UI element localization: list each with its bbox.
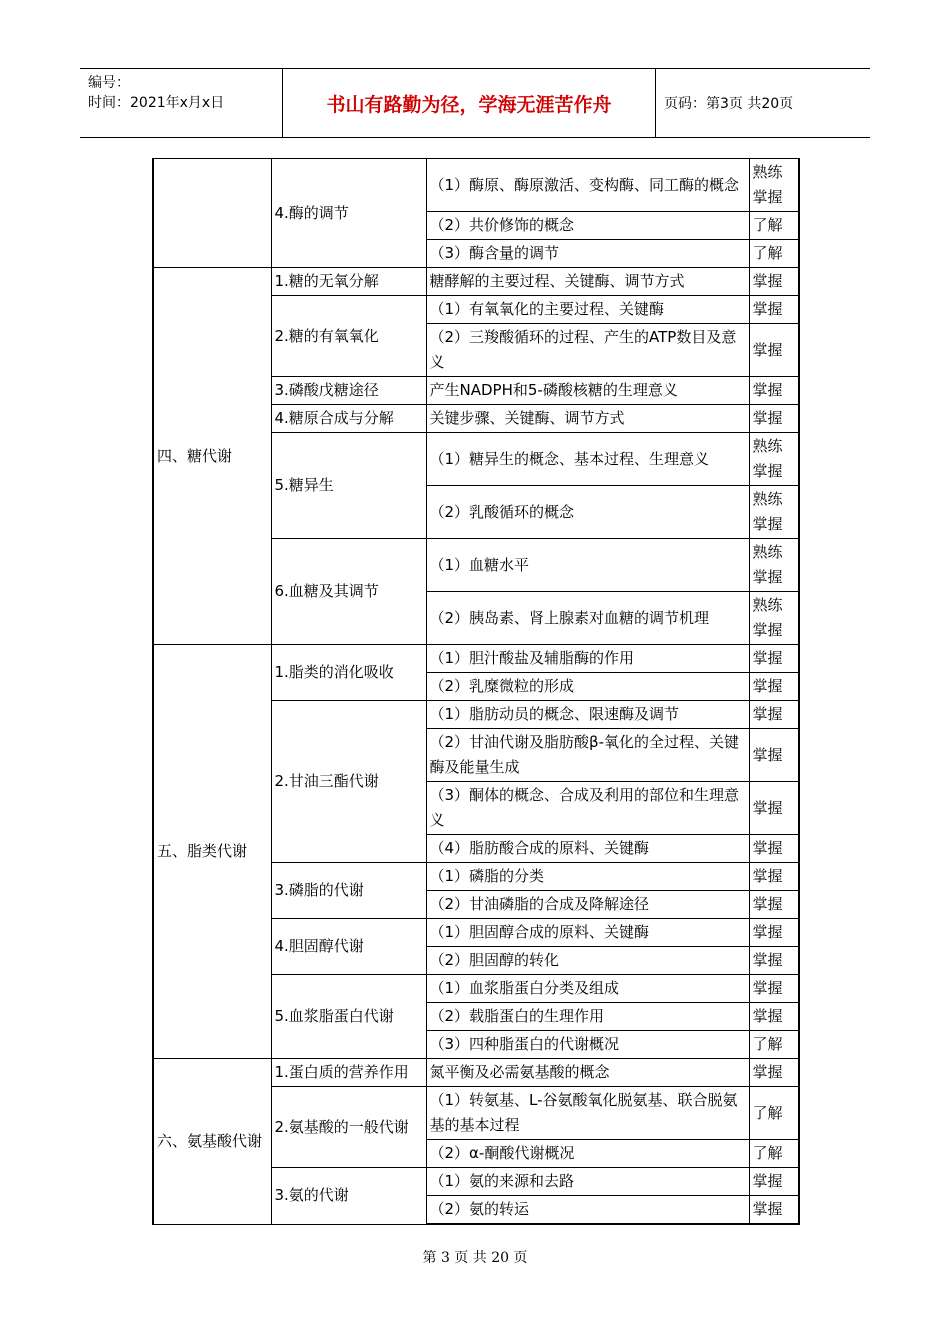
- level-cell: 掌握: [749, 919, 799, 947]
- level-cell: 掌握: [749, 645, 799, 673]
- level-cell: 熟练掌握: [749, 159, 799, 212]
- topic-cell: 3.磷脂的代谢: [271, 863, 426, 919]
- item-cell: 氮平衡及必需氨基酸的概念: [426, 1059, 749, 1087]
- level-cell: 熟练掌握: [749, 592, 799, 645]
- item-cell: （1）血糖水平: [426, 539, 749, 592]
- level-cell: 了解: [749, 1087, 799, 1140]
- item-cell: （2）α-酮酸代谢概况: [426, 1140, 749, 1168]
- item-cell: （2）乳糜微粒的形成: [426, 673, 749, 701]
- category-cell: 五、脂类代谢: [153, 645, 271, 1059]
- level-cell: 掌握: [749, 1003, 799, 1031]
- level-cell: 了解: [749, 1031, 799, 1059]
- level-cell: 掌握: [749, 782, 799, 835]
- item-cell: （1）磷脂的分类: [426, 863, 749, 891]
- item-cell: （2）载脂蛋白的生理作用: [426, 1003, 749, 1031]
- syllabus-table: [152, 158, 800, 1225]
- topic-cell: 5.血浆脂蛋白代谢: [271, 975, 426, 1059]
- table-row: [153, 159, 799, 212]
- topic-cell: 5.糖异生: [271, 433, 426, 539]
- item-cell: 关键步骤、关键酶、调节方式: [426, 405, 749, 433]
- topic-cell: 1.蛋白质的营养作用: [271, 1059, 426, 1087]
- level-cell: 掌握: [749, 701, 799, 729]
- page-footer: 第 3 页 共 20 页: [422, 1250, 528, 1266]
- item-cell: （1）胆汁酸盐及辅脂酶的作用: [426, 645, 749, 673]
- level-cell: 掌握: [749, 947, 799, 975]
- item-cell: （3）酮体的概念、合成及利用的部位和生理意义: [426, 782, 749, 835]
- header-meta: [80, 69, 283, 137]
- code-label: 编号：: [88, 75, 130, 91]
- page-header: [80, 68, 870, 138]
- level-cell: 掌握: [749, 891, 799, 919]
- item-cell: （1）有氧氧化的主要过程、关键酶: [426, 296, 749, 324]
- level-cell: 掌握: [749, 377, 799, 405]
- level-cell: 掌握: [749, 1196, 799, 1225]
- level-cell: 掌握: [749, 835, 799, 863]
- item-cell: （4）脂肪酸合成的原料、关键酶: [426, 835, 749, 863]
- topic-cell: 1.糖的无氧分解: [271, 268, 426, 296]
- level-cell: 了解: [749, 1140, 799, 1168]
- topic-cell: 2.甘油三酯代谢: [271, 701, 426, 863]
- category-cell: 四、糖代谢: [153, 268, 271, 645]
- item-cell: （3）酶含量的调节: [426, 240, 749, 268]
- item-cell: （2）胆固醇的转化: [426, 947, 749, 975]
- item-cell: （2）氨的转运: [426, 1196, 749, 1225]
- item-cell: （1）脂肪动员的概念、限速酶及调节: [426, 701, 749, 729]
- item-cell: 产生NADPH和5-磷酸核糖的生理意义: [426, 377, 749, 405]
- item-cell: （1）血浆脂蛋白分类及组成: [426, 975, 749, 1003]
- level-cell: 了解: [749, 212, 799, 240]
- topic-cell: 1.脂类的消化吸收: [271, 645, 426, 701]
- level-cell: 掌握: [749, 268, 799, 296]
- item-cell: （1）胆固醇合成的原料、关键酶: [426, 919, 749, 947]
- item-cell: （3）四种脂蛋白的代谢概况: [426, 1031, 749, 1059]
- level-cell: 掌握: [749, 296, 799, 324]
- item-cell: 糖酵解的主要过程、关键酶、调节方式: [426, 268, 749, 296]
- level-cell: 掌握: [749, 975, 799, 1003]
- item-cell: （2）甘油代谢及脂肪酸β-氧化的全过程、关键酶及能量生成: [426, 729, 749, 782]
- header-page-info: 页码：第3页 共20页: [664, 96, 794, 112]
- table-row: [153, 268, 799, 296]
- item-cell: （1）酶原、酶原激活、变构酶、同工酶的概念: [426, 159, 749, 212]
- item-cell: （2）三羧酸循环的过程、产生的ATP数目及意义: [426, 324, 749, 377]
- level-cell: 掌握: [749, 673, 799, 701]
- level-cell: 熟练掌握: [749, 539, 799, 592]
- header-motto: 书山有路勤为径，学海无涯苦作舟: [283, 69, 656, 137]
- item-cell: （2）乳酸循环的概念: [426, 486, 749, 539]
- topic-cell: 2.氨基酸的一般代谢: [271, 1087, 426, 1168]
- topic-cell: 4.胆固醇代谢: [271, 919, 426, 975]
- item-cell: （1）糖异生的概念、基本过程、生理意义: [426, 433, 749, 486]
- time-label: 时间：2021年x月x日: [88, 95, 225, 111]
- topic-cell: 3.磷酸戊糖途径: [271, 377, 426, 405]
- topic-cell: 3.氨的代谢: [271, 1168, 426, 1225]
- level-cell: 掌握: [749, 1168, 799, 1196]
- item-cell: （1）转氨基、L-谷氨酸氧化脱氨基、联合脱氨基的基本过程: [426, 1087, 749, 1140]
- category-cell: 六、氨基酸代谢: [153, 1059, 271, 1225]
- level-cell: 了解: [749, 240, 799, 268]
- topic-cell: 2.糖的有氧氧化: [271, 296, 426, 377]
- item-cell: （2）共价修饰的概念: [426, 212, 749, 240]
- level-cell: 掌握: [749, 405, 799, 433]
- level-cell: 掌握: [749, 324, 799, 377]
- level-cell: 熟练掌握: [749, 486, 799, 539]
- level-cell: 掌握: [749, 1059, 799, 1087]
- table-row: [153, 645, 799, 673]
- topic-cell: 4.糖原合成与分解: [271, 405, 426, 433]
- level-cell: 掌握: [749, 863, 799, 891]
- topic-cell: 4.酶的调节: [271, 159, 426, 268]
- topic-cell: 6.血糖及其调节: [271, 539, 426, 645]
- level-cell: 熟练掌握: [749, 433, 799, 486]
- item-cell: （2）胰岛素、肾上腺素对血糖的调节机理: [426, 592, 749, 645]
- category-cell: [153, 159, 271, 268]
- item-cell: （1）氨的来源和去路: [426, 1168, 749, 1196]
- table-row: [153, 1059, 799, 1087]
- item-cell: （2）甘油磷脂的合成及降解途径: [426, 891, 749, 919]
- level-cell: 掌握: [749, 729, 799, 782]
